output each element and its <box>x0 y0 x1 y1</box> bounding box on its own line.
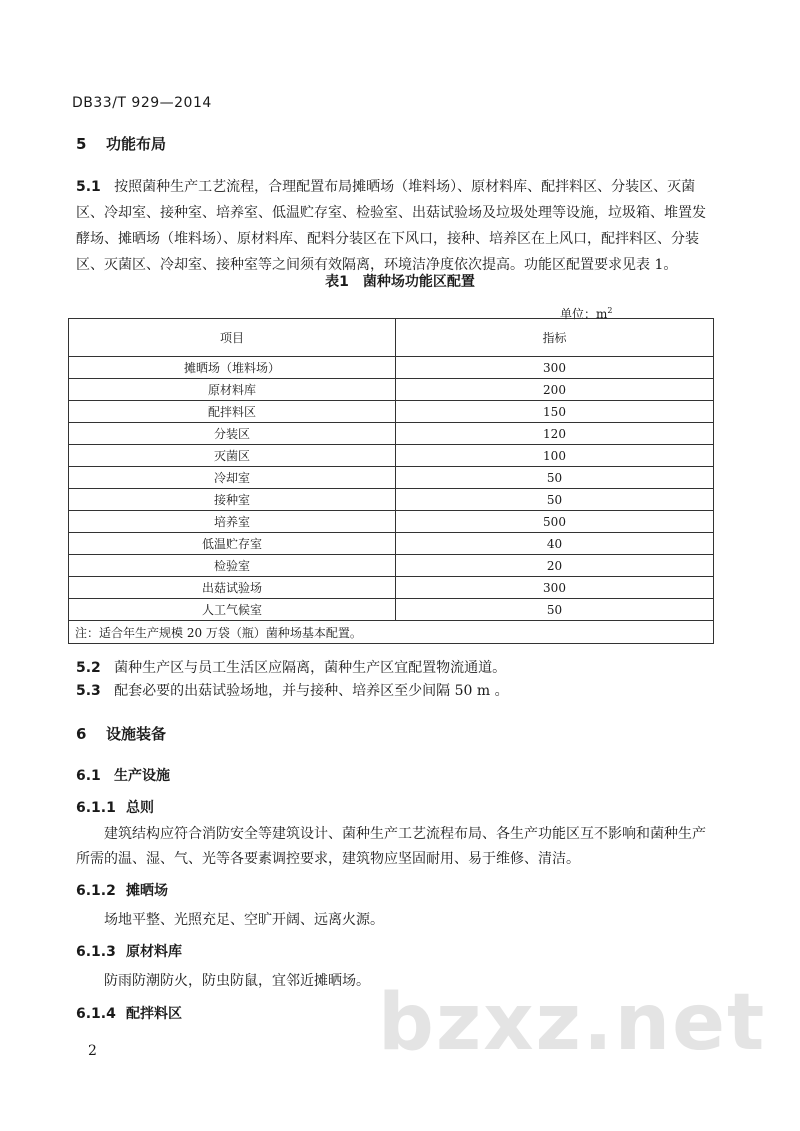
table-cell-value: 120 <box>396 423 714 445</box>
table-cell-item: 出菇试验场 <box>69 577 396 599</box>
body-line: 所需的温、湿、气、光等各要素调控要求，建筑物应坚固耐用、易于维修、清洁。 <box>76 851 580 867</box>
function-area-table <box>68 318 714 644</box>
subsection-6-1-3-heading <box>76 941 182 961</box>
subsection-6-1-2-body: 场地平整、光照充足、空旷开阔、远离火源。 <box>104 912 384 928</box>
table-row <box>69 577 714 599</box>
table-cell-item: 冷却室 <box>69 467 396 489</box>
clause-text: 菌种生产区与员工生活区应隔离，菌种生产区宜配置物流通道。 <box>114 660 507 676</box>
table-cell-item: 培养室 <box>69 511 396 533</box>
clause-line: 酵场、摊晒场（堆料场）、原材料库、配料分装区在下风口，接种、培养区在上风口，配拌料区、分装 <box>76 231 699 247</box>
table-cell-item: 分装区 <box>69 423 396 445</box>
clause-5-3 <box>76 678 509 704</box>
table-row <box>69 357 714 379</box>
section-6-heading <box>76 723 166 744</box>
subsection-title: 摊晒场 <box>126 883 168 899</box>
table-cell-item: 摊晒场（堆料场） <box>69 357 396 379</box>
subsection-6-1-4-heading <box>76 1003 182 1023</box>
subsection-title: 生产设施 <box>114 768 170 784</box>
table-header-value: 指标 <box>396 319 714 357</box>
section-number: 6 <box>76 725 87 743</box>
section-title: 功能布局 <box>106 135 167 153</box>
table-cell-value: 200 <box>396 379 714 401</box>
table-cell-value: 300 <box>396 357 714 379</box>
body-line: 建筑结构应符合消防安全等建筑设计、菌种生产工艺流程布局、各生产功能区互不影响和菌种生产 <box>104 826 706 842</box>
subsection-6-1-1-heading <box>76 797 154 817</box>
table-cell-item: 原材料库 <box>69 379 396 401</box>
subsection-number: 6.1 <box>76 768 101 784</box>
table-row <box>69 423 714 445</box>
subsection-number: 6.1.3 <box>76 944 116 960</box>
table-row <box>69 467 714 489</box>
table-cell-item: 低温贮存室 <box>69 533 396 555</box>
subsection-number: 6.1.2 <box>76 883 116 899</box>
table-cell-value: 50 <box>396 467 714 489</box>
table-cell-value: 150 <box>396 401 714 423</box>
table-row <box>69 555 714 577</box>
section-5-heading <box>76 133 166 154</box>
subsection-title: 配拌料区 <box>126 1006 182 1022</box>
table-row <box>69 511 714 533</box>
clause-number: 5.3 <box>76 683 101 699</box>
table-cell-item: 配拌料区 <box>69 401 396 423</box>
clause-number: 5.2 <box>76 660 101 676</box>
table-cell-value: 40 <box>396 533 714 555</box>
watermark: bzxz.net <box>378 978 767 1068</box>
table-row <box>69 401 714 423</box>
table-cell-value: 20 <box>396 555 714 577</box>
table-unit: 单位：$m^2$ <box>560 306 613 321</box>
table-cell-value: 500 <box>396 511 714 533</box>
section-title: 设施装备 <box>106 725 167 743</box>
table-row <box>69 533 714 555</box>
clause-line: 区、灭菌区、冷却室、接种室等之间须有效隔离，环境洁净度依次提高。功能区配置要求见表 1。 <box>76 257 678 273</box>
subsection-number: 6.1.1 <box>76 800 116 816</box>
document-code: DB33/T 929—2014 <box>72 95 212 111</box>
table-row <box>69 489 714 511</box>
table-cell-item: 检验室 <box>69 555 396 577</box>
subsection-title: 总则 <box>126 800 154 816</box>
table-row <box>69 599 714 621</box>
table-caption: 表1 菌种场功能区配置 <box>325 274 475 290</box>
table-cell-value: 50 <box>396 489 714 511</box>
table-cell-item: 人工气候室 <box>69 599 396 621</box>
clause-5-1 <box>76 174 716 278</box>
section-number: 5 <box>76 135 87 153</box>
page-number: 2 <box>88 1043 97 1059</box>
table-header-item: 项目 <box>69 319 396 357</box>
clause-line: 区、冷却室、接种室、培养室、低温贮存室、检验室、出菇试验场及垃圾处理等设施，垃圾箱、堆置发 <box>76 205 706 221</box>
table-cell-value: 50 <box>396 599 714 621</box>
subsection-6-1-2-heading <box>76 880 168 900</box>
subsection-6-1-heading <box>76 765 170 785</box>
table-cell-value: 100 <box>396 445 714 467</box>
table-cell-item: 灭菌区 <box>69 445 396 467</box>
table-note: 注：适合年生产规模 20 万袋（瓶）菌种场基本配置。 <box>69 621 714 644</box>
clause-number: 5.1 <box>76 179 101 195</box>
subsection-6-1-3-body: 防雨防潮防火，防虫防鼠，宜邻近摊晒场。 <box>104 973 370 989</box>
table-cell-item: 接种室 <box>69 489 396 511</box>
table-row <box>69 379 714 401</box>
subsection-number: 6.1.4 <box>76 1006 116 1022</box>
subsection-title: 原材料库 <box>126 944 182 960</box>
subsection-6-1-1-body <box>76 822 716 872</box>
clause-line: 按照菌种生产工艺流程，合理配置布局摊晒场（堆料场）、原材料库、配拌料区、分装区、灭菌 <box>114 179 696 195</box>
clause-text: 配套必要的出菇试验场地，并与接种、培养区至少间隔 50 m 。 <box>114 683 509 699</box>
table-row <box>69 445 714 467</box>
table-cell-value: 300 <box>396 577 714 599</box>
